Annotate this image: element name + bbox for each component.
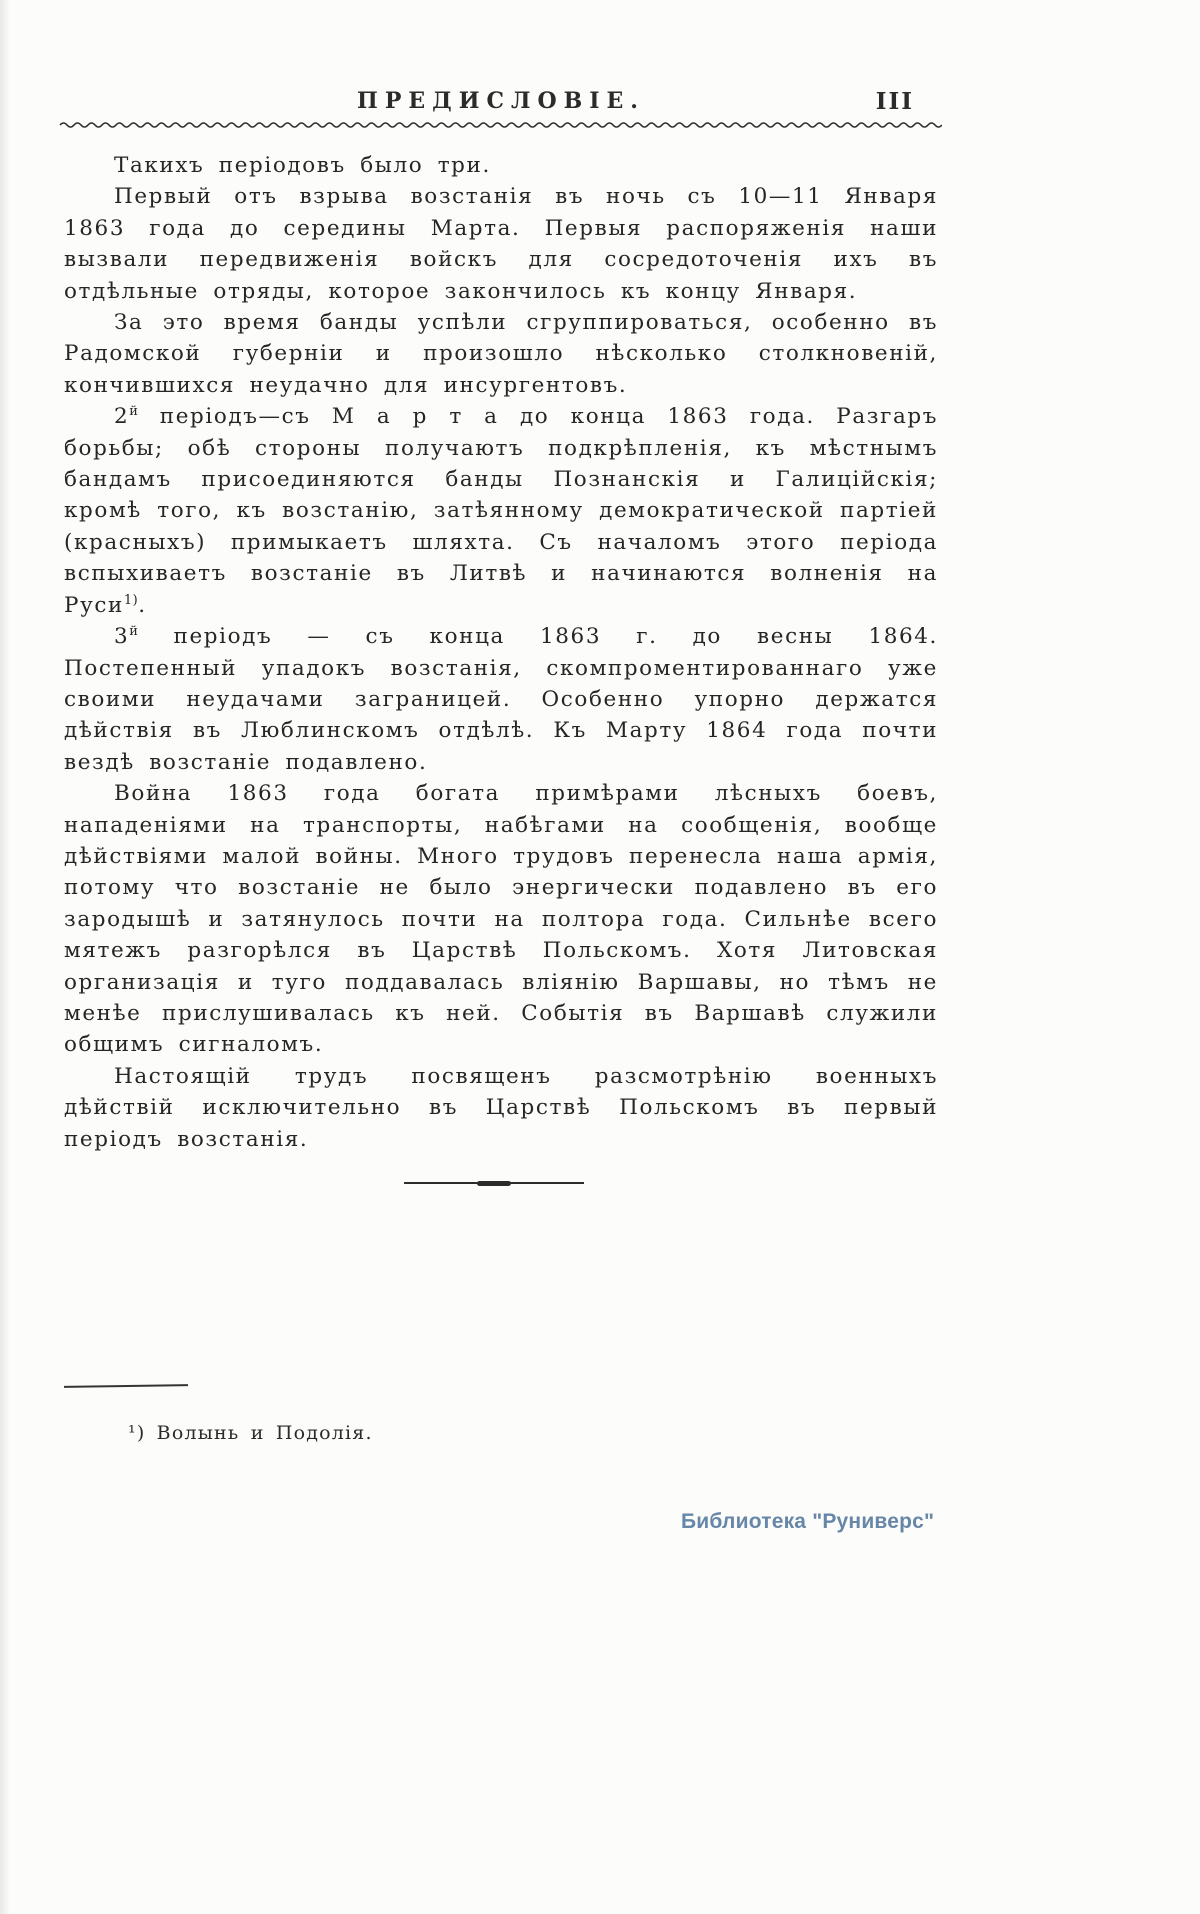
wavy-rule-path <box>60 123 942 127</box>
page-number: III <box>875 88 914 115</box>
paragraph-5 <box>64 621 938 778</box>
ordinal-number: 3 <box>114 624 130 650</box>
footnote-reference: 1) <box>123 592 139 608</box>
paragraph-7: Настоящій трудъ посвященъ разсмотрѣнію военныхъ дѣйствій исключительно въ Царствѣ Польскомъ въ первый періодъ возстанія. <box>64 1063 938 1152</box>
paragraph-1: Такихъ періодовъ было три. <box>114 153 491 178</box>
paragraph-6: Война 1863 года богата примѣрами лѣсныхъ боевъ, нападеніями на транспорты, набѣгами на сообщенія, вообще дѣйствіями малой войны. Много трудовъ перенесла наша армія, потому что возстаніе не было энергически подавлено въ его зародышѣ и затянулось почти на полтора года. Сильнѣе всего мятежъ разгорѣлся въ Царствѣ Польскомъ. Хотя Литовская организація и туго поддавалась вліянію Варшавы, но тѣмъ не менѣе прислушивалась къ ней. Событія въ Варшавѣ служили общимъ сигналомъ. <box>64 781 938 1058</box>
footnote-divider-rule <box>64 1384 188 1388</box>
paragraph-5-text: періодъ — съ конца 1863 г. до весны 1864. Постепенный упадокъ возстанія, скомпроментированнаго уже своими неудачами заграницей. Особенно упорно держатся дѣйствія въ Люблинскомъ отдѣлѣ. Къ Марту 1864 года почти вездѣ возстаніе подавлено. <box>64 624 938 775</box>
library-watermark: Библиотека "Руниверс" <box>681 1510 935 1533</box>
page-header <box>64 88 938 120</box>
text-block <box>64 150 938 1155</box>
paragraph-3: За это время банды успѣли сгруппироваться, особенно въ Радомской губерніи и произошло нѣсколько столкновеній, кончившихся неудачно для инсургентовъ. <box>64 310 938 398</box>
section-divider-rule <box>404 1182 584 1184</box>
footnote-text: ¹) Волынь и Подолія. <box>128 1422 373 1444</box>
paragraph-2: Первый отъ взрыва возстанія въ ночь съ 10—11 Января 1863 года до середины Марта. Первыя распоряженія наши вызвали передвиженія войскъ для сосредоточенія ихъ въ отдѣльные отряды, которое закончилось къ концу Января. <box>64 184 938 304</box>
wavy-rule-decoration <box>58 120 942 130</box>
paragraph-4-tail: . <box>138 592 147 618</box>
page-title: ПРЕДИСЛОВІЕ. <box>357 88 645 114</box>
ordinal-number: 2 <box>114 404 130 430</box>
paragraph-4-text: періодъ—съ М а р т а до конца 1863 года. Разгаръ борьбы; обѣ стороны получаютъ подкрѣпленія, къ мѣстнымъ бандамъ присоединяются банды Познанскія и Галиційскія; кромѣ того, къ возстанію, затѣянному демократической партіей (красныхъ) примыкаетъ шляхта. Съ началомъ этого періода вспыхиваетъ возстаніе въ Литвѣ и начинаются волненія на Руси <box>64 404 938 618</box>
paragraph-4 <box>64 401 938 621</box>
ordinal-superscript: й <box>129 623 139 639</box>
ordinal-superscript: й <box>129 404 139 420</box>
